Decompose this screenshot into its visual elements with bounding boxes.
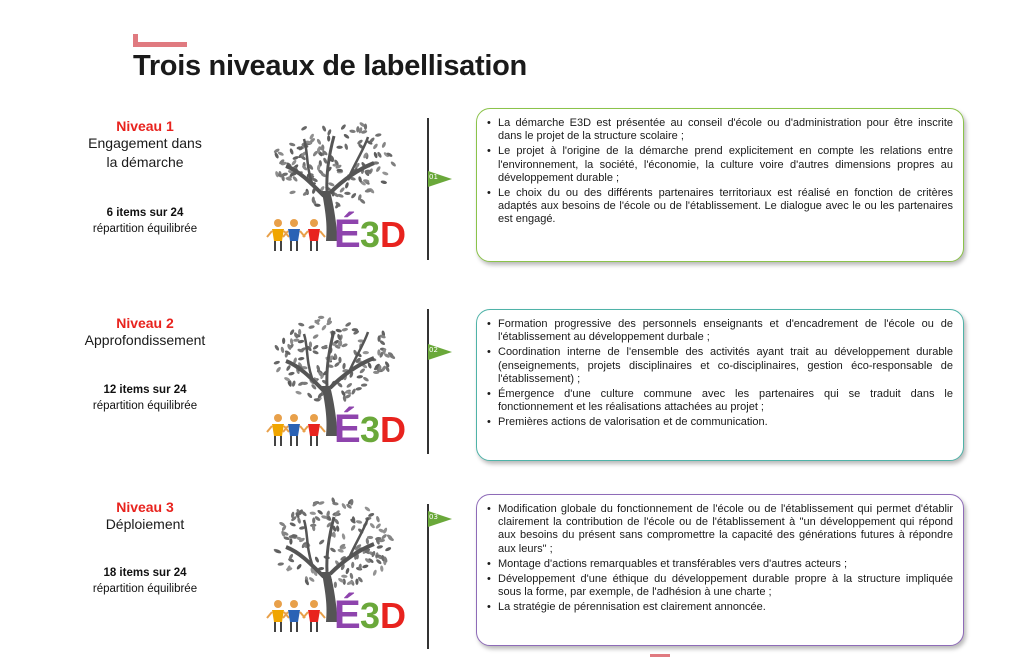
svg-text:D: D — [380, 409, 406, 450]
flag-icon — [427, 510, 453, 528]
title-accent — [133, 34, 187, 47]
level-distribution: répartition équilibrée — [92, 223, 198, 235]
criteria-item: • Premières actions de valorisation et de communication. — [485, 416, 953, 429]
e3d-tree-logo — [264, 492, 414, 642]
criteria-list — [485, 318, 953, 430]
e3d-tree-logo — [264, 306, 414, 456]
svg-text:D: D — [380, 595, 406, 636]
level-name: Niveau 3 — [116, 499, 174, 515]
criteria-item: • Développement d'une éthique du développement durable propre à la structure impliquée sous la forme, par exemple, de l'adhésion à une charte ; — [485, 573, 953, 599]
level-criteria-box — [476, 309, 964, 461]
level-3 — [0, 490, 1024, 655]
level-name: Niveau 2 — [116, 315, 174, 331]
page-title: Trois niveaux de labellisation — [133, 50, 527, 82]
criteria-item: • Le projet à l'origine de la démarche prend explicitement en compte les relations entre l'environnement, la société, l'économie, la culture voire d'autres dimensions propres au développement durable ; — [485, 145, 953, 185]
criteria-item: • Le choix du ou des différents partenaires territoriaux est réalisé en fonction de critères adaptés aux besoins de l'école ou de l'établissement. Le dialogue avec le ou les partenaires est engagé. — [485, 187, 953, 227]
flag-number: 02 — [429, 346, 438, 354]
criteria-item: • Émergence d'une culture commune avec les partenaires qui se traduit dans le fonctionnement et les réalisations attachées au projet ; — [485, 388, 953, 414]
criteria-item: • Montage d'actions remarquables et transférables vers d'autres acteurs ; — [485, 558, 953, 571]
level-description: Approfondissement — [84, 332, 206, 348]
svg-text:É: É — [334, 593, 361, 637]
timeline-line — [427, 118, 429, 260]
flag-number: 03 — [429, 513, 438, 521]
e3d-tree-logo — [264, 111, 414, 261]
level-distribution: répartition équilibrée — [92, 583, 198, 595]
criteria-item: • Modification globale du fonctionnement de l'école ou de l'établissement qui permet d'établir clairement la contribution de l'école ou de l'établissement à "un développement qui répond aux besoins du présent sans compromettre la capacité des générations futures à répondre aux leurs" ; — [485, 503, 953, 556]
level-items-count: 6 items sur 24 — [106, 207, 184, 219]
level-description: Engagement dans la démarche — [88, 135, 202, 170]
level-items-count: 18 items sur 24 — [103, 567, 187, 579]
criteria-item: • La stratégie de pérennisation est clairement annoncée. — [485, 601, 953, 614]
criteria-list — [485, 503, 953, 615]
level-description: Déploiement — [105, 516, 185, 532]
criteria-item: • Formation progressive des personnels enseignants et d'encadrement de l'école ou de l'établissement au développement durbale ; — [485, 318, 953, 344]
level-criteria-box — [476, 108, 964, 262]
flag-number: 01 — [429, 173, 438, 181]
svg-text:3: 3 — [360, 409, 381, 450]
svg-text:É: É — [334, 407, 361, 451]
timeline-line — [427, 309, 429, 454]
level-criteria-box — [476, 494, 964, 646]
level-2 — [0, 303, 1024, 468]
svg-text:D: D — [380, 214, 406, 255]
flag-icon — [427, 343, 453, 361]
criteria-item: • La démarche E3D est présentée au conseil d'école ou d'administration pour être inscrite dans le projet de la structure scolaire ; — [485, 117, 953, 143]
flag-icon — [427, 170, 453, 188]
level-distribution: répartition équilibrée — [92, 400, 198, 412]
level-name: Niveau 1 — [116, 118, 174, 134]
level-1 — [0, 108, 1024, 273]
criteria-list — [485, 117, 953, 227]
svg-text:3: 3 — [360, 214, 381, 255]
level-items-count: 12 items sur 24 — [103, 384, 187, 396]
svg-text:É: É — [334, 212, 361, 256]
svg-text:3: 3 — [360, 595, 381, 636]
criteria-item: • Coordination interne de l'ensemble des activités ayant trait au développement durable (enseignements, projets disciplinaires et co-disciplinaires, gestion éco-responsable de l'établissement) ; — [485, 346, 953, 386]
